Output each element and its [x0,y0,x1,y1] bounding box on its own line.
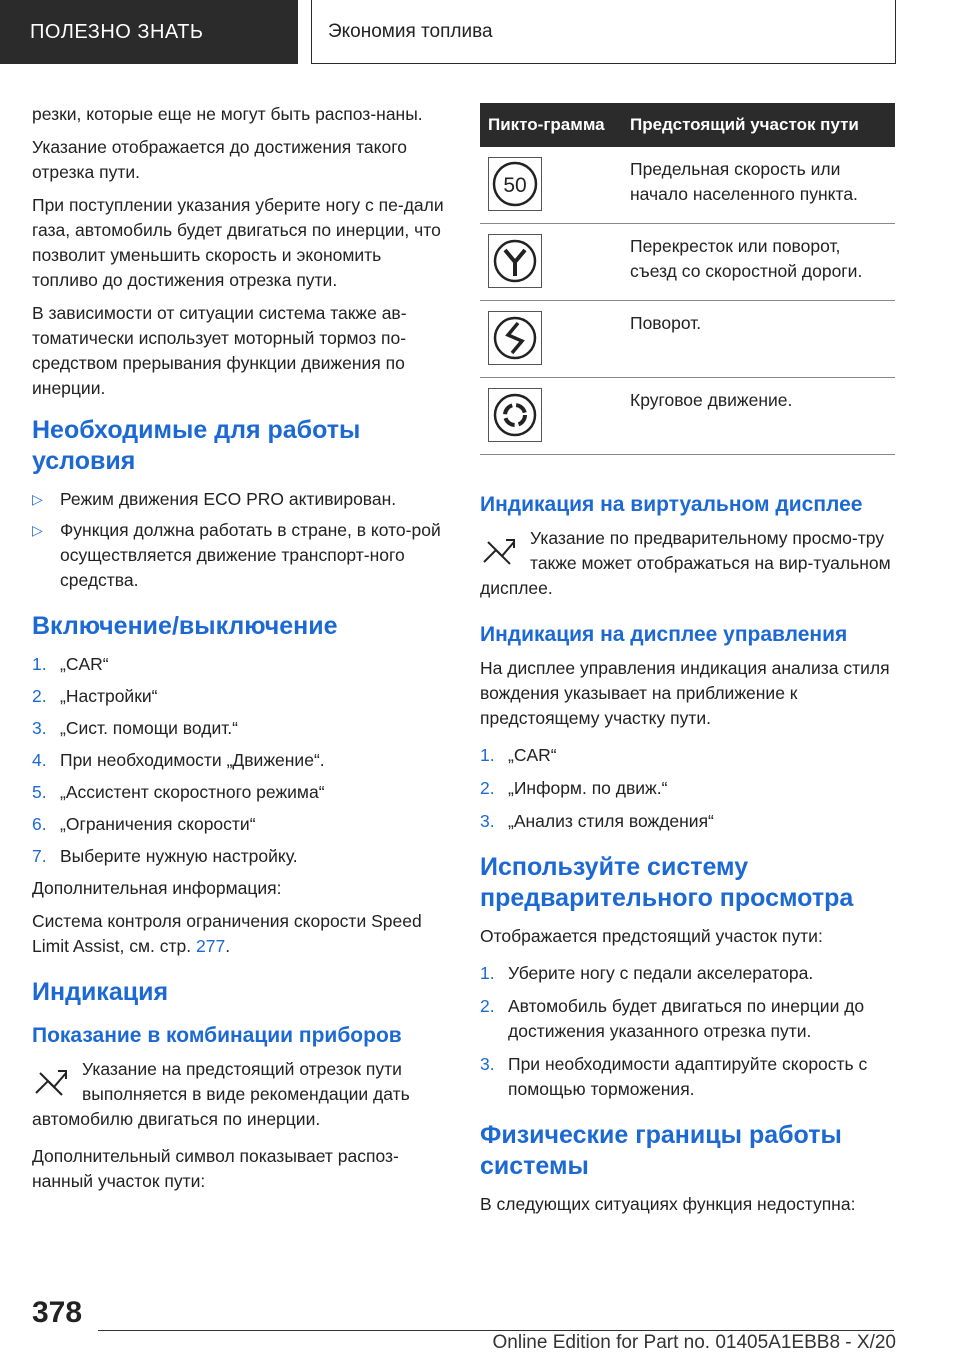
heading-display: Индикация [32,978,169,1006]
note-icon [32,1063,70,1101]
heading-system-limits: Физические границы работы системы [480,1121,842,1180]
paragraph: При поступлении указания уберите ногу с пе-дали газа, автомобиль будет двигаться по инерции, что позволит уменьшить скорость и экономить топливо до достижения отрезка пути. [32,195,444,290]
paragraph: Отображается предстоящий участок пути: [480,926,823,946]
list-item: ▷ Режим движения ECO PRO активирован. [32,487,450,512]
list-item: 1. „CAR“ [480,745,557,765]
heading-virtual-display: Индикация на виртуальном дисплее [480,493,863,516]
left-column [32,102,450,1202]
chapter-title: Экономия топлива [311,0,896,64]
section-header: ПОЛЕЗНО ЗНАТЬ [0,0,298,64]
table-row: 50 Предельная скорость или начало населенного пункта. [480,147,895,224]
paragraph: На дисплее управления индикация анализа стиля вождения указывает на приближение к предстоящему участку пути. [480,658,890,728]
list-item: 2. Автомобиль будет двигаться по инерции до достижения указанного отрезка пути. [480,996,865,1041]
note-icon [480,532,518,570]
paragraph: Дополнительная информация: [32,878,282,898]
paragraph: Дополнительный символ показывает распоз-нанный участок пути: [32,1146,399,1191]
heading-cluster: Показание в комбинации приборов [32,1024,402,1047]
speed-limit-50-icon [488,157,542,211]
roundabout-icon [488,388,542,442]
svg-text:50: 50 [503,174,527,197]
pictogram-table [480,103,895,455]
table-row: Поворот. [480,301,895,378]
list-item: 3. „Сист. помощи водит.“ [32,718,238,738]
list-item: 2. „Настройки“ [32,686,158,706]
footer-divider [98,1330,894,1331]
list-item: 3. При необходимости адаптируйте скорость с помощью торможения. [480,1054,868,1099]
list-item: 6. „Ограничения скорости“ [32,814,256,834]
table-row: Круговое движение. [480,378,895,455]
heading-on-off: Включение/выключение [32,612,338,640]
list-item: 1. „CAR“ [32,654,109,674]
table-row: Перекресток или поворот, съезд со скоростной дороги. [480,224,895,301]
note: Указание на предстоящий отрезок пути выполняется в виде рекомендации дать автомобилю двигаться по инерции. [32,1059,410,1129]
right-column [480,103,895,1225]
paragraph: В зависимости от ситуации система также ав-томатически использует моторный тормоз по-средством прерывания функции движения по инерции. [32,303,407,398]
junction-icon [488,234,542,288]
triangle-bullet-icon: ▷ [32,522,43,538]
list-item: 5. „Ассистент скоростного режима“ [32,782,325,802]
paragraph: Указание отображается до достижения такого отрезка пути. [32,137,407,182]
note: Указание по предварительному просмо-тру также может отображаться на вир-туальном дисплее. [480,528,891,598]
table-header-road-section: Предстоящий участок пути [622,103,895,147]
heading-control-display: Индикация на дисплее управления [480,623,848,646]
paragraph: резки, которые еще не могут быть распоз-наны. [32,104,423,124]
page-link[interactable]: 277 [195,936,226,956]
heading-use-preview: Используйте систему предварительного просмотра [480,853,854,912]
triangle-bullet-icon: ▷ [32,491,43,507]
cross-reference: Система контроля ограничения скорости Speed Limit Assist, см. стр. 277. [32,911,422,956]
curve-icon [488,311,542,365]
list-item: 7. Выберите нужную настройку. [32,846,298,866]
list-item: ▷ Функция должна работать в стране, в кото-рой осуществляется движение транспорт-ного средства. [32,520,441,590]
page-number: 378 [32,1296,83,1329]
list-item: 1. Уберите ногу с педали акселератора. [480,963,814,983]
paragraph: В следующих ситуациях функция недоступна: [480,1194,856,1214]
table-header-pictogram: Пикто-грамма [480,103,622,147]
heading-conditions: Необходимые для работы условия [32,416,361,475]
list-item: 3. „Анализ стиля вождения“ [480,811,714,831]
list-item: 4. При необходимости „Движение“. [32,750,325,770]
list-item: 2. „Информ. по движ.“ [480,778,668,798]
edition-footer: Online Edition for Part no. 01405A1EBB8 - X/20 [492,1332,896,1353]
